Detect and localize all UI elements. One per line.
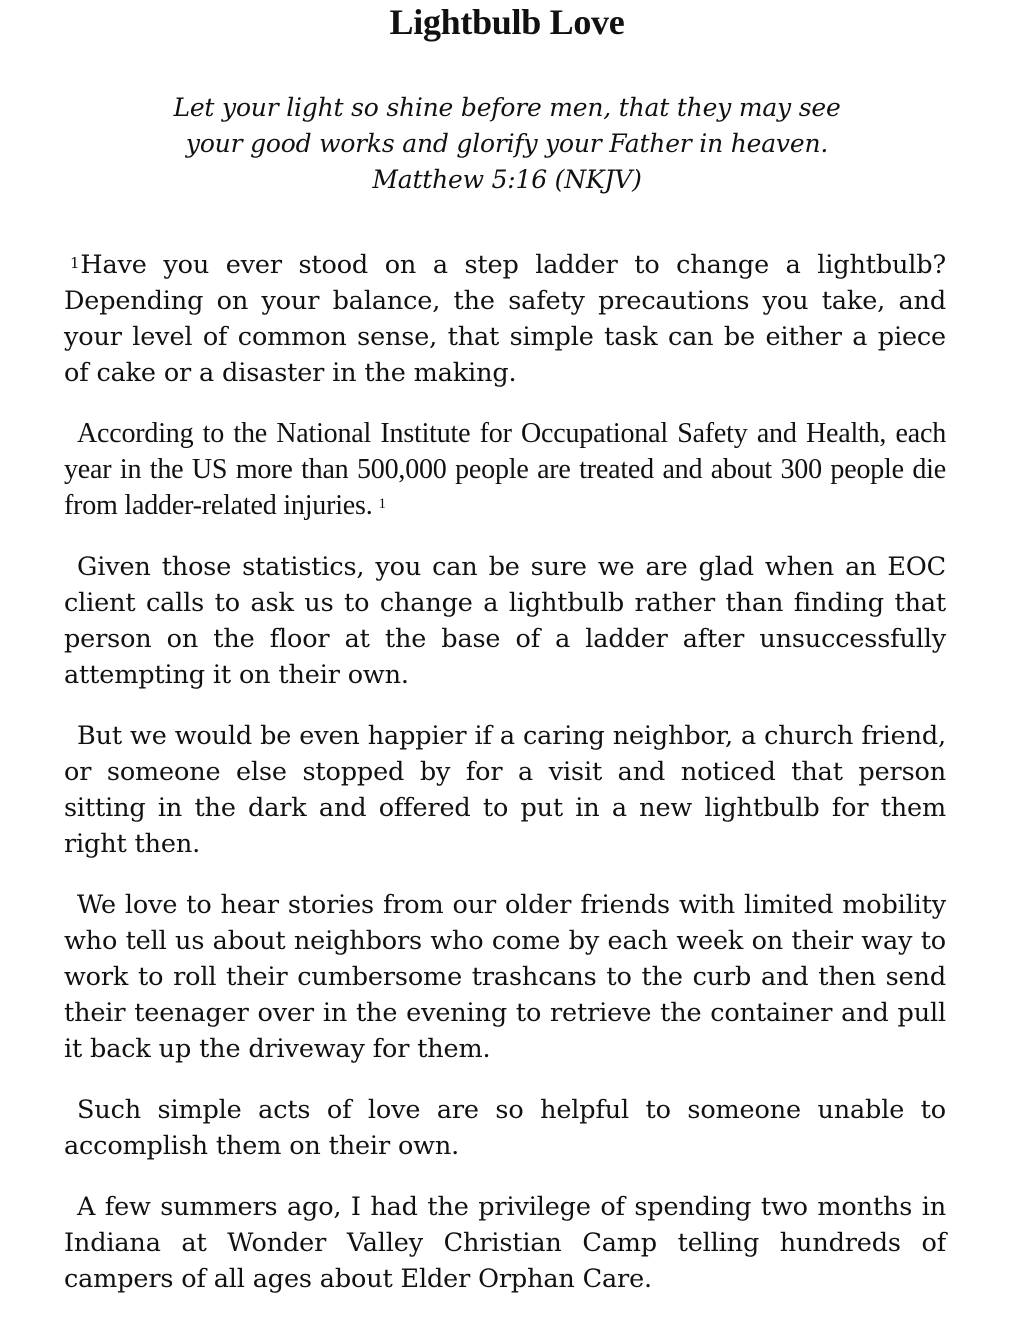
scripture-verse	[100, 90, 914, 198]
paragraph-2	[64, 416, 946, 524]
paragraph-3-text: Given those statistics, you can be sure we are glad when an EOC client calls to ask us to change a lightbulb rather than finding that person on the floor at the base of a ladder after unsuccessfully attempting it on their own.	[64, 552, 946, 690]
paragraph-6	[64, 1092, 946, 1164]
paragraph-4	[64, 718, 946, 862]
verse-reference: Matthew 5:16 (NKJV)	[372, 165, 642, 194]
footnote-marker: 1	[378, 496, 386, 512]
paragraph-5	[64, 887, 946, 1067]
verse-line-1: Let your light so shine before men, that they may see	[173, 93, 841, 122]
paragraph-6-text: Such simple acts of love are so helpful to someone unable to accomplish them on their own.	[64, 1095, 946, 1161]
paragraph-1-text: Have you ever stood on a step ladder to change a lightbulb? Depending on your balance, the safety precautions you take, and your level of common sense, that simple task can be either a piece of cake or a disaster in the making.	[64, 250, 946, 388]
paragraph-1	[64, 247, 946, 391]
paragraph-3	[64, 549, 946, 693]
paragraph-4-text: But we would be even happier if a caring neighbor, a church friend, or someone else stopped by for a visit and noticed that person sitting in the dark and offered to put in a new lightbulb for them right then.	[64, 721, 946, 859]
document-title: Lightbulb Love	[389, 2, 625, 42]
paragraph-7-text: A few summers ago, I had the privilege of spending two months in Indiana at Wonder Valley Christian Camp telling hundreds of campers of all ages about Elder Orphan Care.	[64, 1192, 946, 1294]
paragraph-7	[64, 1189, 946, 1297]
verse-line-2: your good works and glorify your Father in heaven.	[185, 129, 829, 158]
paragraph-marker: 1	[70, 254, 80, 272]
paragraph-2-text: According to the National Institute for Occupational Safety and Health, each year in the US more than 500,000 people are treated and about 300 people die from ladder-related injuries.	[64, 418, 946, 521]
paragraph-5-text: We love to hear stories from our older friends with limited mobility who tell us about neighbors who come by each week on their way to work to roll their cumbersome trashcans to the curb and then send their teenager over in the evening to retrieve the container and pull it back up the driveway for them.	[64, 890, 946, 1064]
body-text	[64, 247, 946, 1322]
